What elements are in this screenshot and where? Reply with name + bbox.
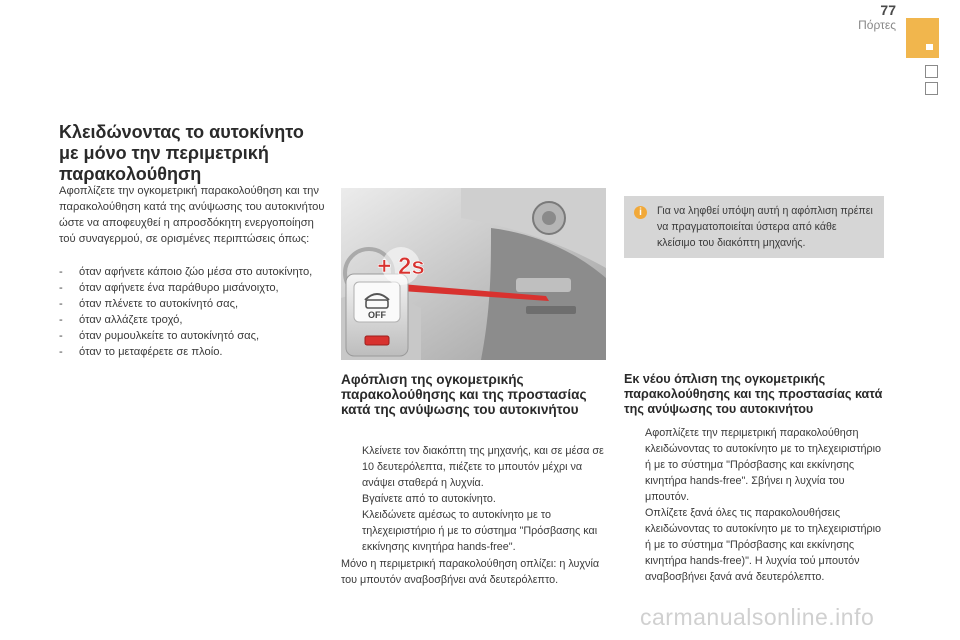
list-item: - όταν το μεταφέρετε σε πλοίο.	[59, 346, 223, 358]
disarm-heading: Αφόπλιση της ογκομετρικής παρακολούθησης και της προστασίας κατά της ανύψωσης του αυτοκινήτου	[341, 372, 587, 417]
list-item: - όταν ρυμουλκείτε το αυτοκίνητό σας,	[59, 330, 260, 342]
section-name: Πόρτες	[858, 18, 896, 32]
list-item: Κλειδώνετε αμέσως το αυτοκίνητο με το τηλεχειριστήριο ή με το σύστημα "Πρόσβασης και εκκίνησης κινητήρα hands-free".	[362, 509, 598, 553]
disarm-result-text: Μόνο η περιμετρική παρακολούθηση οπλίζει: η λυχνία του μπουτόν αναβοσβήνει ανά δευτερόλεπτο.	[341, 558, 600, 586]
chapter-box-1	[925, 65, 938, 78]
cases-list	[59, 264, 329, 360]
list-item: - όταν πλένετε το αυτοκίνητό σας,	[59, 298, 239, 310]
dash-marker: -	[59, 298, 63, 310]
rearm-steps	[624, 425, 890, 585]
intro-paragraph: Αφοπλίζετε την ογκομετρική παρακολούθηση και την παρακολούθηση κατά της ανύψωσης του αυτοκινήτου ώστε να αποφευχθεί η απροσδόκητη ενεργοποίηση τού συναγερμού, σε ορισμένες περιπτώσεις όπως:	[59, 185, 325, 245]
dash-marker: -	[59, 266, 63, 278]
list-item: Κλείνετε τον διακόπτη της μηχανής, και σε μέσα σε 10 δευτερόλεπτα, πιέζετε το μπουτόν μέχρι να ανάψει σταθερά η λυχνία.	[362, 445, 604, 489]
main-heading: Κλειδώνοντας το αυτοκίνητο με μόνο την περιμετρική παρακολούθηση	[59, 122, 304, 184]
list-item: - όταν αφήνετε ένα παράθυρο μισάνοιχτο,	[59, 282, 279, 294]
dashboard-photo	[341, 188, 606, 360]
info-note	[624, 196, 884, 258]
info-note-text: Για να ληφθεί υπόψη αυτή η αφόπλιση πρέπει να πραγματοποιείται ύστερα από κάθε κλείσιμο του διακόπτη μηχανής.	[657, 205, 873, 249]
dash-marker: -	[59, 314, 63, 326]
dash-marker: -	[59, 346, 63, 358]
page-number: 77	[880, 2, 896, 18]
rearm-heading: Εκ νέου όπλιση της ογκομετρικής παρακολούθησης και της προστασίας κατά της ανύψωσης του αυτοκινήτου	[624, 372, 883, 416]
dashboard-illustration	[341, 188, 606, 360]
watermark: carmanualsonline.info	[640, 604, 875, 630]
list-item: Αφοπλίζετε την περιμετρική παρακολούθηση κλειδώνοντας το αυτοκίνητο με το τηλεχειριστήριο ή με το σύστημα "Πρόσβασης και εκκίνησης κινητήρα hands-free". Σβήνει η λυχνία του μπουτόν.	[645, 427, 882, 503]
section-tab	[906, 18, 939, 58]
chapter-box-2	[925, 82, 938, 95]
hold-duration-badge: + 2s	[377, 253, 425, 280]
list-item: Βγαίνετε από το αυτοκίνητο.	[362, 493, 496, 505]
list-item: Οπλίζετε ξανά όλες τις παρακολουθήσεις κλειδώνοντας το αυτοκίνητο με το τηλεχειριστήριο ή με το σύστημα "Πρόσβασης και εκκίνησης κινητήρα hands-free)". Η λυχνία τού μπουτόν αναβοσβήνει ξανά ανά δευτερόλεπτο.	[645, 507, 882, 583]
dash-marker: -	[59, 330, 63, 342]
off-button-label: OFF	[368, 310, 386, 320]
disarm-steps	[341, 443, 607, 555]
list-item: - όταν αφήνετε κάποιο ζώο μέσα στο αυτοκίνητο,	[59, 266, 313, 278]
dash-marker: -	[59, 282, 63, 294]
section-tab-marker	[926, 44, 933, 50]
info-icon: i	[634, 206, 647, 219]
list-item: - όταν αλλάζετε τροχό,	[59, 314, 183, 326]
